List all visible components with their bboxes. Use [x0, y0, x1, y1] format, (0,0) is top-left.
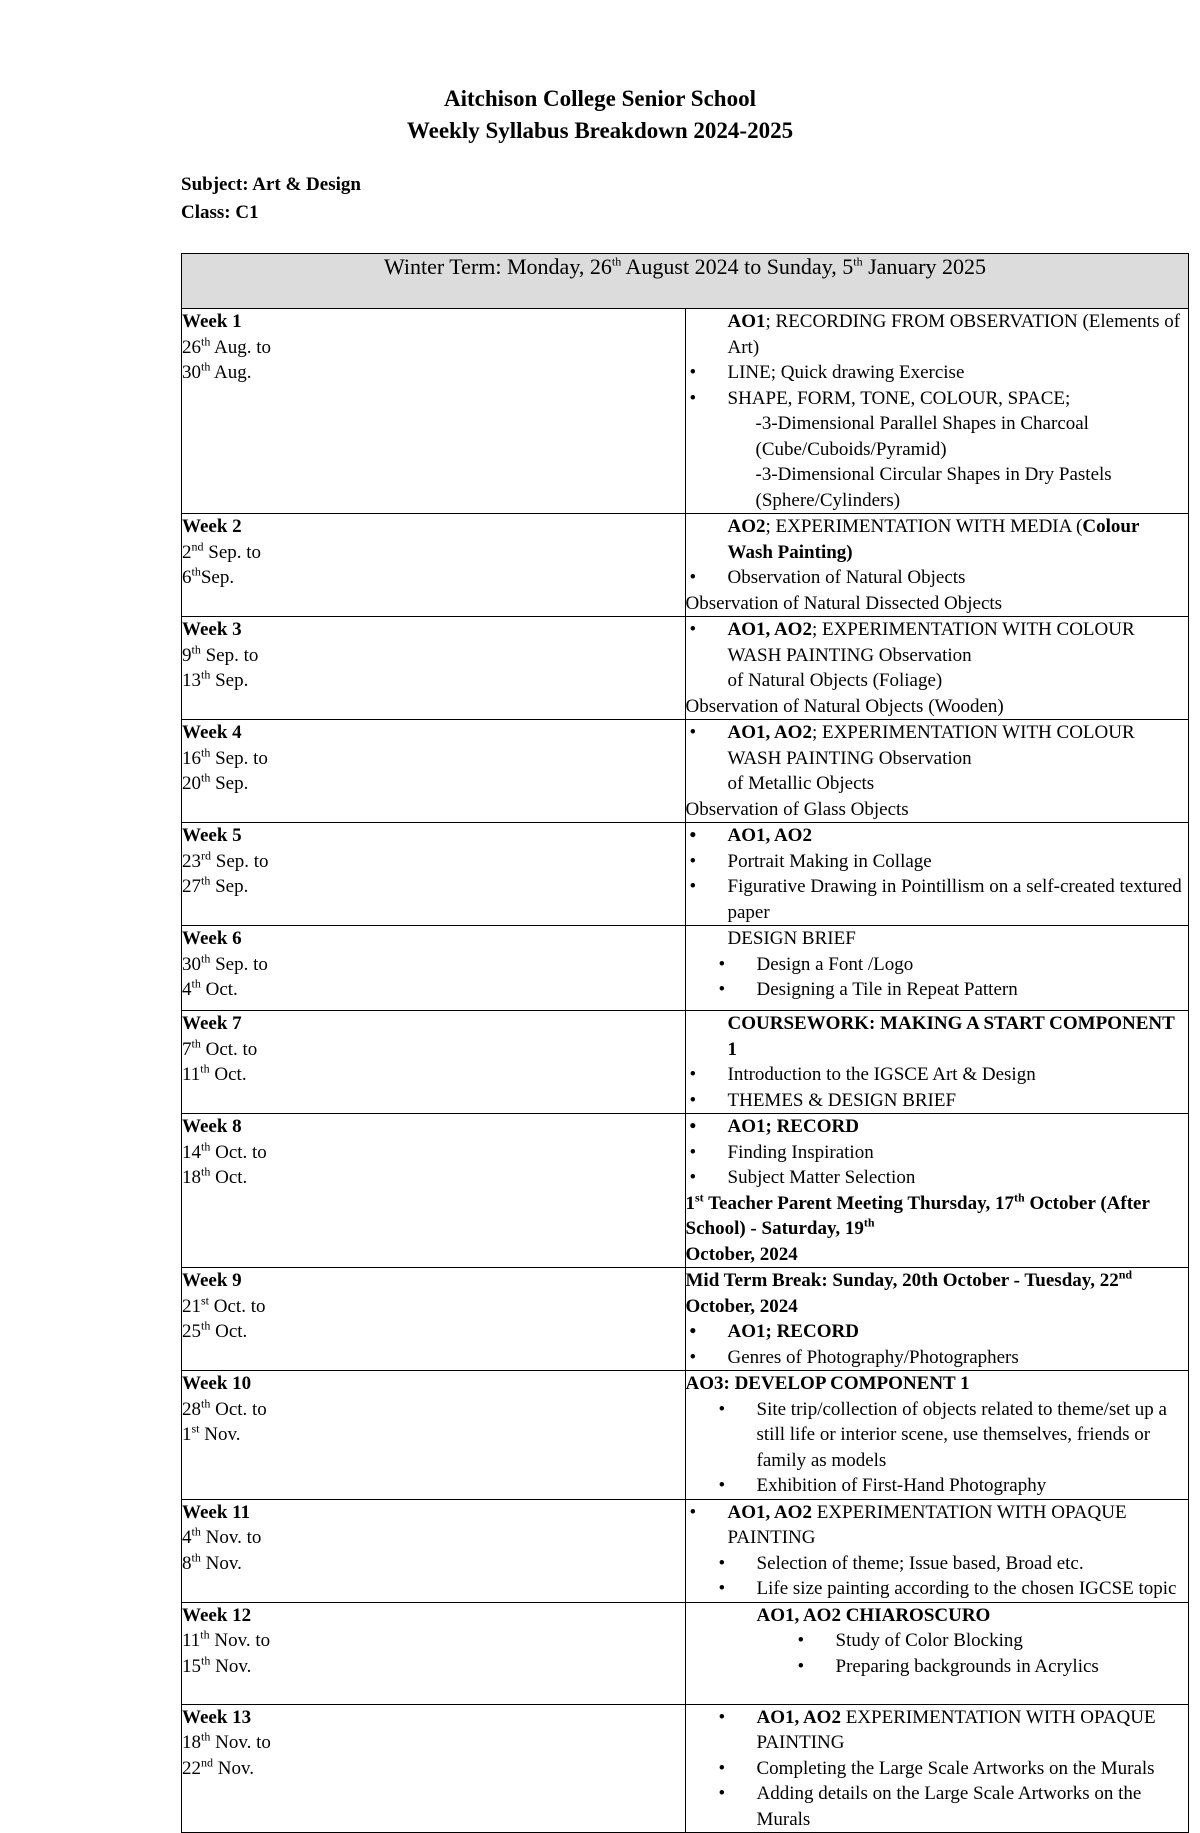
week-cell: Week 3 9th Sep. to 13th Sep. [182, 617, 686, 720]
table-row [182, 720, 1189, 823]
week-cell: Week 8 14th Oct. to 18th Oct. [182, 1114, 686, 1268]
table-row [182, 926, 1189, 1011]
list-item: • SHAPE, FORM, TONE, COLOUR, SPACE; [686, 386, 1189, 412]
syllabus-table [181, 253, 1189, 1833]
table-row [182, 617, 1189, 720]
list-item: • Selection of theme; Issue based, Broad etc. [686, 1551, 1189, 1577]
list-item: • Designing a Tile in Repeat Pattern [686, 977, 1189, 1003]
content-cell: COURSEWORK: MAKING A START COMPONENT 1 • Introduction to the IGSCE Art & Design • THEMES & DESIGN BRIEF [685, 1011, 1189, 1114]
content-cell: AO1; RECORDING FROM OBSERVATION (Elements of Art) • LINE; Quick drawing Exercise • SHAPE, FORM, TONE, COLOUR, SPACE; -3-Dimensional Parallel Shapes in Charcoal (Cube/Cuboids/Pyramid) -3-Dimensional Circular Shapes in Dry Pastels (Sphere/Cylinders) [685, 309, 1189, 514]
list-item: Observation of Natural Dissected Objects [685, 592, 1003, 614]
list-item: • Adding details on the Large Scale Artworks on the Murals [686, 1781, 1189, 1832]
table-row [182, 1114, 1189, 1268]
table-row [182, 514, 1189, 617]
week-cell: Week 4 16th Sep. to 20th Sep. [182, 720, 686, 823]
week-cell: Week 7 7th Oct. to 11th Oct. [182, 1011, 686, 1114]
list-item: • Preparing backgrounds in Acrylics [686, 1654, 1189, 1680]
list-item: • AO1; RECORD [686, 1114, 1189, 1140]
list-item: • Observation of Natural Objects [686, 565, 1189, 591]
term-header-row [182, 254, 1189, 309]
content-cell: • AO1, AO2 EXPERIMENTATION WITH OPAQUE PAINTING • Completing the Large Scale Artworks on the Murals • Adding details on the Large Scale Artworks on the Murals [685, 1704, 1189, 1833]
content-cell: • AO1, AO2; EXPERIMENTATION WITH COLOUR WASH PAINTING Observation of Natural Objects (Foliage) Observation of Natural Objects (Wooden) [685, 617, 1189, 720]
content-cell [685, 823, 1189, 926]
list-item: • AO1, AO2 [686, 823, 1189, 849]
list-item: • Introduction to the IGSCE Art & Design [686, 1062, 1189, 1088]
list-item: Observation of Natural Objects (Wooden) [685, 695, 1004, 717]
list-item: • Design a Font /Logo [686, 952, 1189, 978]
subject-line: Subject: Art & Design [181, 174, 361, 195]
week-cell: Week 12 11th Nov. to 15th Nov. [182, 1602, 686, 1704]
list-item: • Completing the Large Scale Artworks on the Murals [686, 1756, 1189, 1782]
list-item: • Subject Matter Selection [686, 1165, 1189, 1191]
list-item: • AO1; RECORD [686, 1319, 1189, 1345]
list-item: • Exhibition of First-Hand Photography [686, 1473, 1189, 1499]
list-item: -3-Dimensional Parallel Shapes in Charcoal (Cube/Cuboids/Pyramid) [755, 413, 1089, 460]
table-row [182, 1704, 1189, 1833]
week-cell: Week 2 2nd Sep. to 6thSep. [182, 514, 686, 617]
list-item: • Finding Inspiration [686, 1140, 1189, 1166]
class-line: Class: C1 [181, 202, 259, 223]
school-name: Aitchison College Senior School [443, 86, 756, 111]
content-cell: • AO1, AO2 EXPERIMENTATION WITH OPAQUE PAINTING • Selection of theme; Issue based, Broad etc. • Life size painting according to the chosen IGCSE topic [685, 1499, 1189, 1602]
table-row [182, 1011, 1189, 1114]
list-item: • Life size painting according to the chosen IGCSE topic [686, 1576, 1189, 1602]
week-cell: Week 13 18th Nov. to 22nd Nov. [182, 1704, 686, 1833]
content-cell: AO2; EXPERIMENTATION WITH MEDIA (Colour Wash Painting) • Observation of Natural Objects Observation of Natural Dissected Objects [685, 514, 1189, 617]
content-cell: AO3: DEVELOP COMPONENT 1 • Site trip/collection of objects related to theme/set up a still life or interior scene, use themselves, friends or family as models • Exhibition of First-Hand Photography [685, 1371, 1189, 1500]
content-cell [685, 1114, 1189, 1268]
list-item: • Study of Color Blocking [686, 1628, 1189, 1654]
term-header: Winter Term: Monday, 26th August 2024 to Sunday, 5th January 2025 [182, 254, 1189, 309]
content-cell [685, 1268, 1189, 1371]
content-cell: DESIGN BRIEF • Design a Font /Logo • Designing a Tile in Repeat Pattern [685, 926, 1189, 1011]
week-cell: Week 9 21st Oct. to 25th Oct. [182, 1268, 686, 1371]
table-row [182, 1602, 1189, 1704]
week-cell: Week 5 23rd Sep. to 27th Sep. [182, 823, 686, 926]
list-item: • LINE; Quick drawing Exercise [686, 360, 1189, 386]
week-cell: Week 10 28th Oct. to 1st Nov. [182, 1371, 686, 1500]
list-item: • Figurative Drawing in Pointillism on a self-created textured paper [686, 874, 1189, 925]
content-cell: AO1, AO2 CHIAROSCURO • Study of Color Blocking • Preparing backgrounds in Acrylics [685, 1602, 1189, 1704]
table-row [182, 1268, 1189, 1371]
table-row [182, 309, 1189, 514]
week-cell: Week 11 4th Nov. to 8th Nov. [182, 1499, 686, 1602]
list-item: • THEMES & DESIGN BRIEF [686, 1088, 1189, 1114]
content-cell: • AO1, AO2; EXPERIMENTATION WITH COLOUR WASH PAINTING Observation of Metallic Objects Observation of Glass Objects [685, 720, 1189, 823]
break-note: Mid Term Break: Sunday, 20th October - Tuesday, 22nd October, 2024 [685, 1267, 1133, 1317]
document-title: Weekly Syllabus Breakdown 2024-2025 [406, 118, 794, 143]
week-cell: Week 6 30th Sep. to 4th Oct. [182, 926, 686, 1011]
week-cell: Week 1 26th Aug. to 30th Aug. [182, 309, 686, 514]
meeting-note: 1st Teacher Parent Meeting Thursday, 17th October (After School) - Saturday, 19th October, 2024 [685, 1190, 1150, 1265]
list-item: Observation of Glass Objects [685, 798, 909, 820]
list-item: • Site trip/collection of objects related to theme/set up a still life or interior scene, use themselves, friends or family as models [686, 1397, 1189, 1474]
table-row [182, 1371, 1189, 1500]
list-item: -3-Dimensional Circular Shapes in Dry Pastels (Sphere/Cylinders) [755, 464, 1112, 511]
table-row [182, 1499, 1189, 1602]
table-row [182, 823, 1189, 926]
list-item: • Genres of Photography/Photographers [686, 1345, 1189, 1371]
list-item: • Portrait Making in Collage [686, 849, 1189, 875]
